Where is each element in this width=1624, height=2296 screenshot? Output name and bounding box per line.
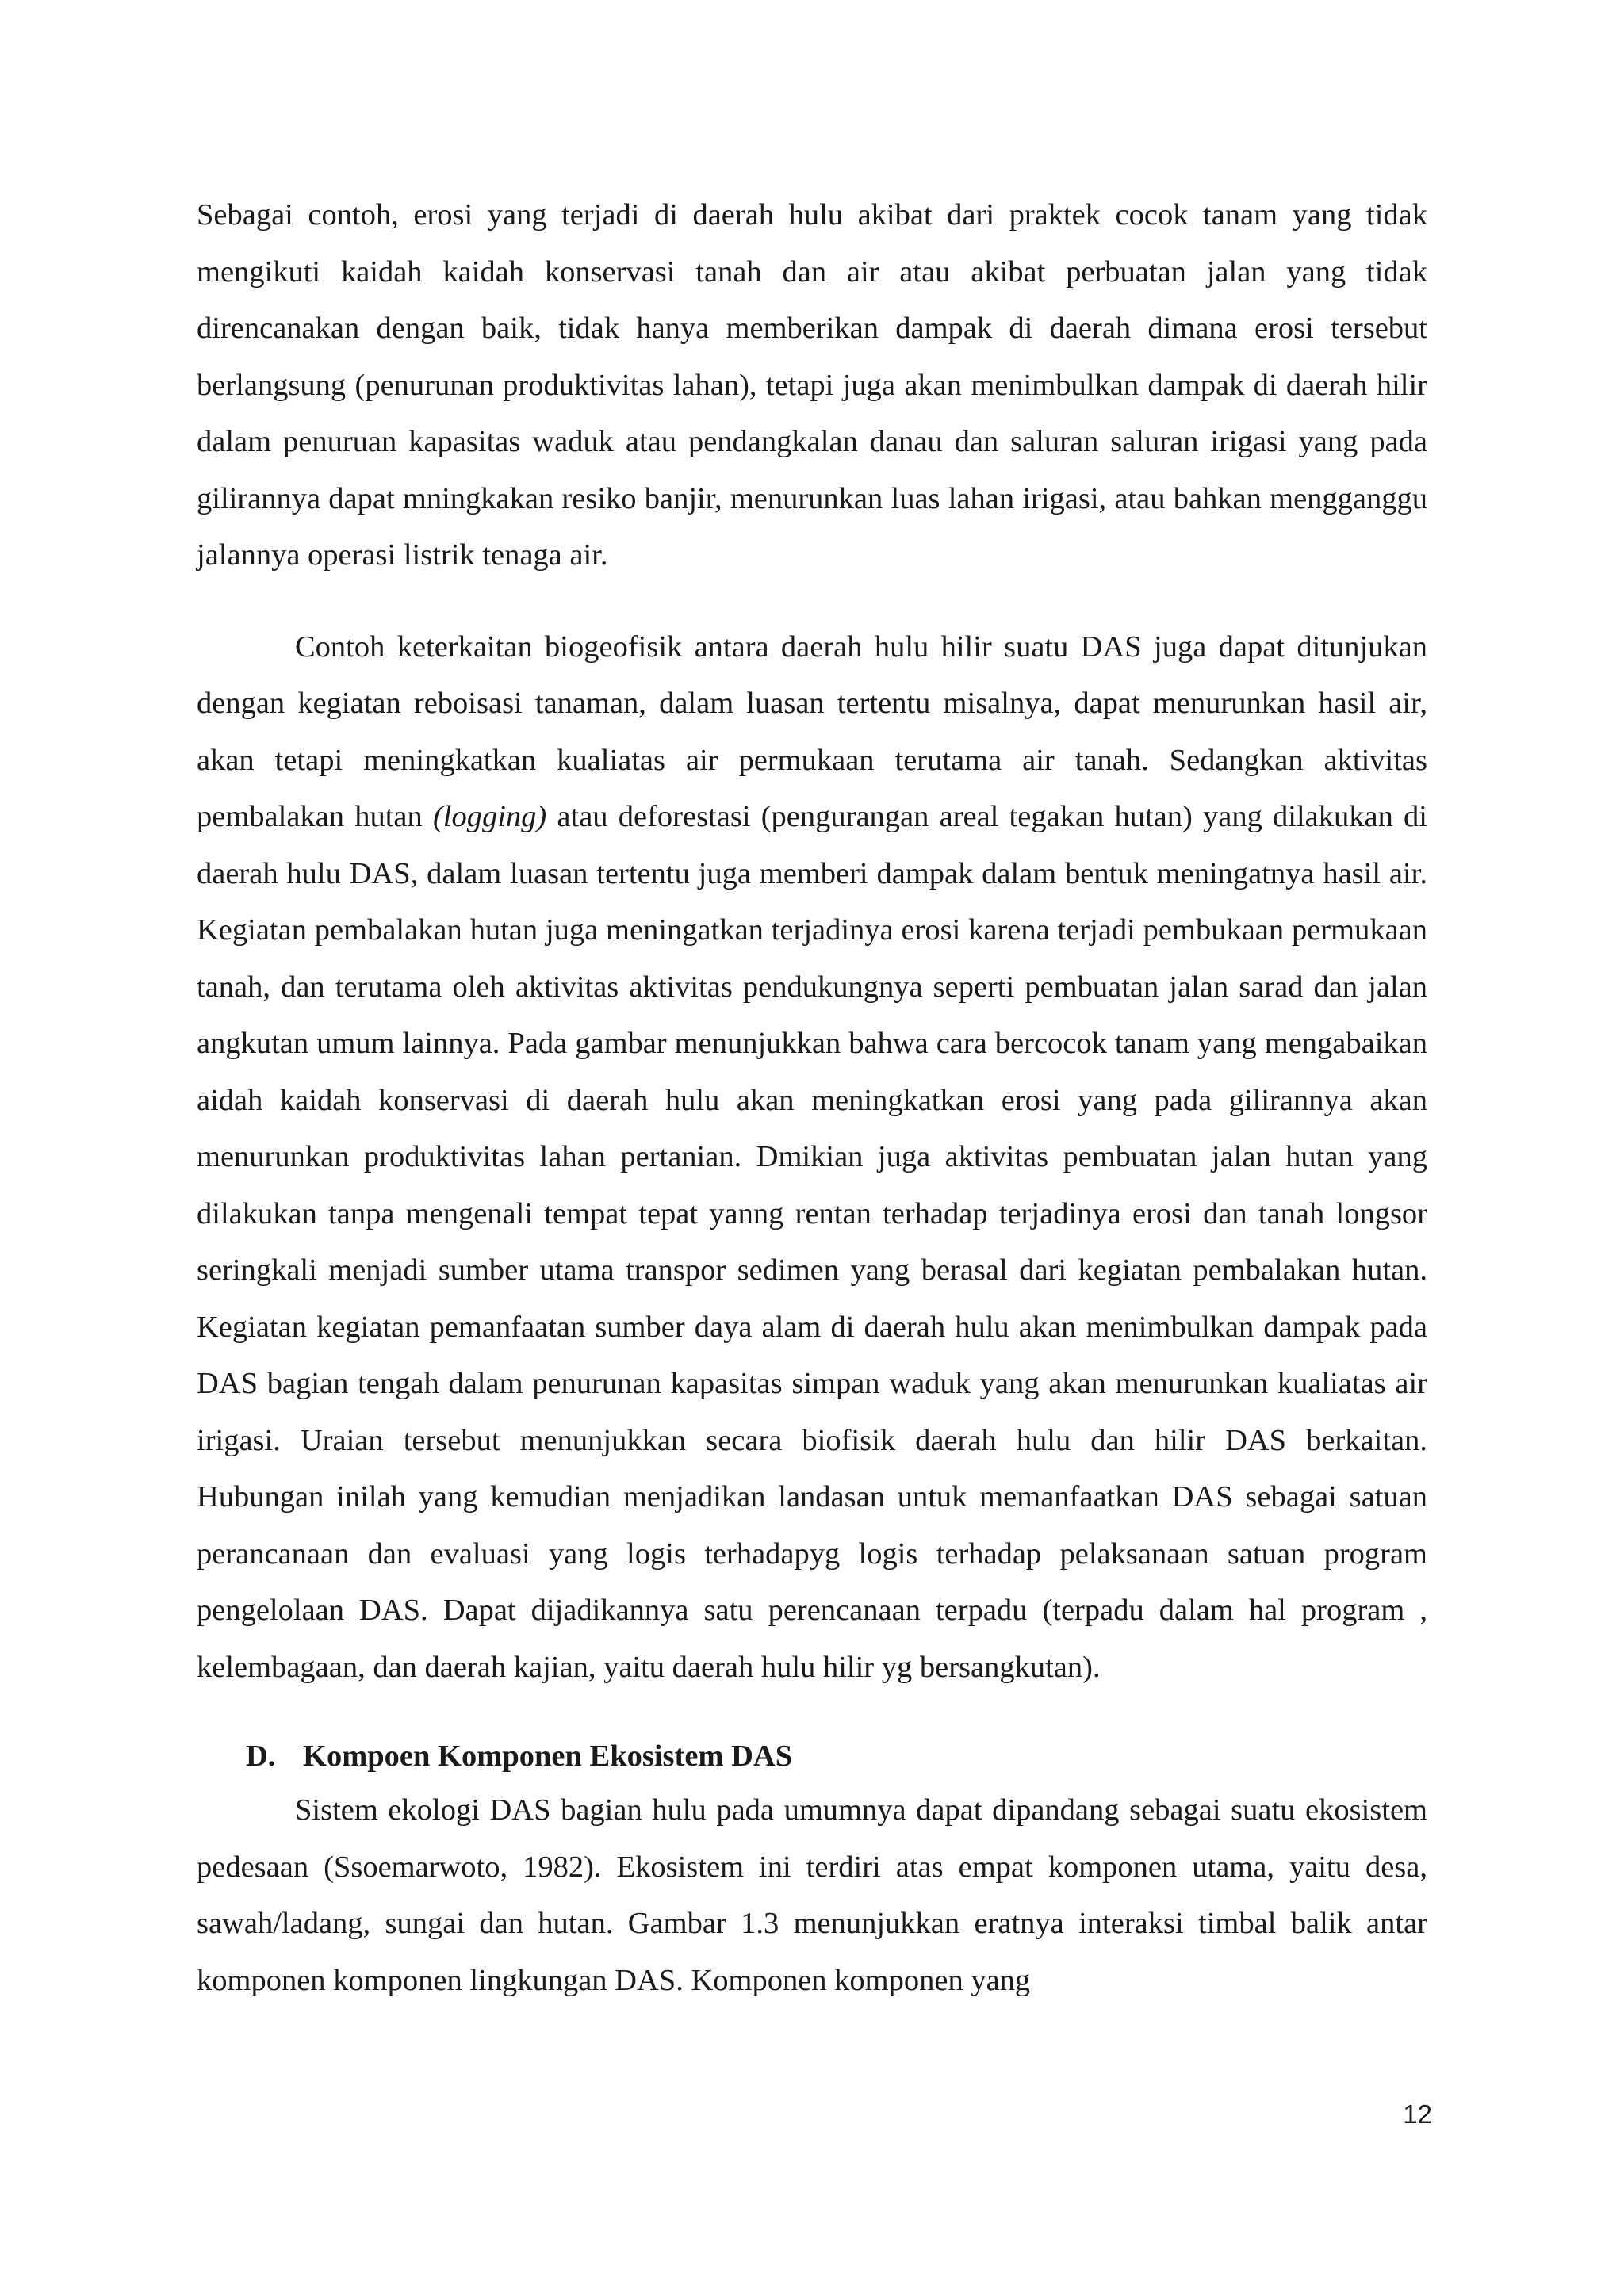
paragraph-erosion-example: Sebagai contoh, erosi yang terjadi di daerah hulu akibat dari praktek cocok tanam yang tidak mengikuti kaidah kaidah konservasi tanah dan air atau akibat perbuatan jalan yang tidak direncanakan dengan baik, tidak hanya memberikan dampak di daerah dimana erosi tersebut berlangsung (penurunan produktivitas lahan), tetapi juga akan menimbulkan dampak di daerah hilir dalam penuruan kapasitas waduk atau pendangkalan danau dan saluran saluran irigasi yang pada gilirannya dapat mningkakan resiko banjir, menurunkan luas lahan irigasi, atau bahkan mengganggu jalannya operasi listrik tenaga air. — [197, 198, 1427, 572]
section-letter: D. — [246, 1739, 276, 1773]
body-text — [197, 187, 1427, 2009]
paragraph-text: atau deforestasi (pengurangan areal tegakan hutan) yang dilakukan di daerah hulu DAS, dalam luasan tertentu juga memberi dampak dalam bentuk meningatnya hasil air. Kegiatan pembalakan hutan juga meningatkan terjadinya erosi karena terjadi pembukaan permukaan tanah, dan terutama oleh aktivitas aktivitas pendukungnya seperti pembuatan jalan sarad dan jalan angkutan umum lainnya. Pada gambar menunjukkan bahwa cara bercocok tanam yang mengabaikan aidah kaidah konservasi di daerah hulu akan meningkatkan erosi yang pada gilirannya akan menurunkan produktivitas lahan pertanian. Dmikian juga aktivitas pembuatan jalan hutan yang dilakukan tanpa mengenali tempat tepat yanng rentan terhadap terjadinya erosi dan tanah longsor seringkali menjadi sumber utama transpor sedimen yang berasal dari kegiatan pembalakan hutan. Kegiatan kegiatan pemanfaatan sumber daya alam di daerah hulu akan menimbulkan dampak pada DAS bagian tengah dalam penurunan kapasitas simpan waduk yang akan menurunkan kualiatas air irigasi. Uraian tersebut menunjukkan secara biofisik daerah hulu dan hilir DAS berkaitan. Hubungan inilah yang kemudian menjadikan landasan untuk memanfaatkan DAS sebagai satuan perancanaan dan evaluasi yang logis terhadapyg logis terhadap pelaksanaan satuan program pengelolaan DAS. Dapat dijadikannya satu perencanaan terpadu (terpadu dalam hal program , kelembagaan, dan daerah kajian, yaitu daerah hulu hilir yg bersangkutan). — [197, 800, 1428, 1684]
paragraph-biogeophysical-linkage — [197, 619, 1427, 1697]
paragraph-text: Contoh keterkaitan biogeofisik antara daerah hulu hilir suatu DAS juga dapat ditunjukan dengan kegiatan reboisasi tanaman, dalam luasan tertentu misalnya, dapat menurunkan hasil air, akan tetapi meningkatkan kualiatas air permukaan terutama air tanah. Sedangkan aktivitas pembalakan hutan — [197, 629, 1427, 833]
page-number: 12 — [1403, 2099, 1432, 2129]
paragraph-ecosystem-components: Sistem ekologi DAS bagian hulu pada umumnya dapat dipandang sebagai suatu ekosistem pedesaan (Ssoemarwoto, 1982). Ekosistem ini terdiri atas empat komponen utama, yaitu desa, sawah/ladang, sungai dan hutan. Gambar 1.3 menunjukkan eratnya interaksi timbal balik antar komponen komponen lingkungan DAS. Komponen komponen yang — [197, 1793, 1427, 1997]
section-heading — [197, 1730, 1427, 1782]
italic-term-logging: (logging) — [432, 800, 547, 833]
section-title: Kompoen Komponen Ekosistem DAS — [303, 1739, 793, 1773]
